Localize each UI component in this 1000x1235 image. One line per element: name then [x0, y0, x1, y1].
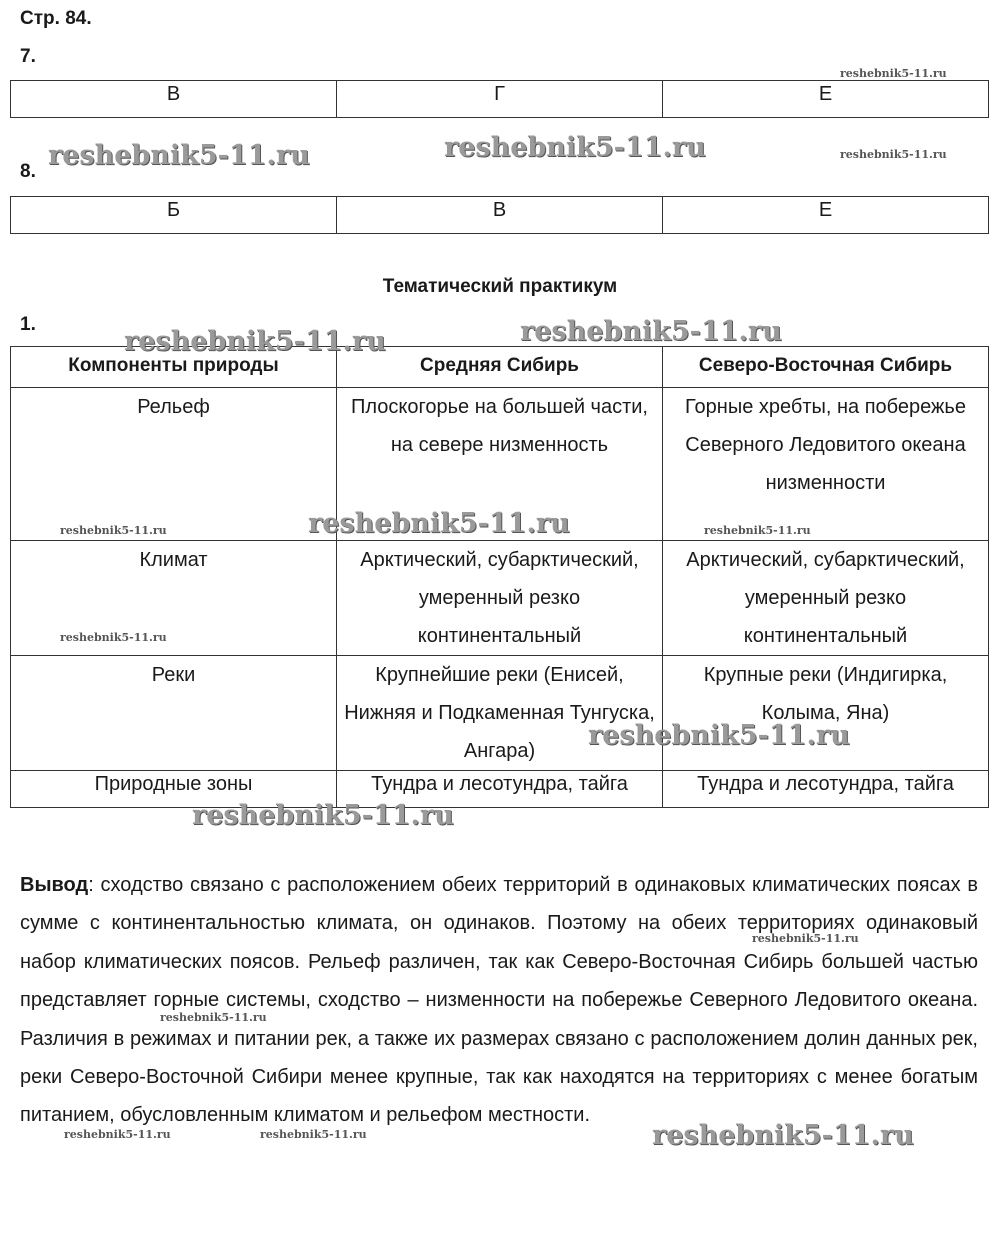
watermark: reshebnik5-11.ru	[704, 524, 811, 537]
section-title: Тематический практикум	[382, 276, 618, 297]
table-cell: Арктический, субарктический, умеренный резко континентальный	[337, 541, 663, 656]
table-cell: Горные хребты, на побережье Северного Ледовитого океана низменности	[663, 388, 989, 541]
task-7-answer-3: Е	[663, 81, 989, 118]
watermark: reshebnik5-11.ru	[124, 326, 386, 357]
table-cell: Климат	[11, 541, 337, 656]
page-header: Стр. 84.	[20, 8, 92, 29]
task-7-number: 7.	[20, 46, 36, 67]
task-8-table	[10, 196, 989, 234]
table-cell: Рельеф	[11, 388, 337, 541]
table-cell: Крупнейшие реки (Енисей, Нижняя и Подкаменная Тунгуска, Ангара)	[337, 656, 663, 771]
watermark: reshebnik5-11.ru	[840, 148, 947, 161]
watermark: reshebnik5-11.ru	[444, 132, 706, 163]
column-header: Средняя Сибирь	[337, 347, 663, 388]
conclusion-text: : сходство связано с расположением обеих территорий в одинаковых климатических поясах в сумме с континентальностью климата, он одинаков. Поэтому на обеих территориях одинаковый набор климатических поясов. Рельеф различен, так как Северо-Восточная Сибирь большей частью представляет горные системы, сходство – низменности на побережье Северного Ледовитого океана. Различия в режимах и питании рек, а также их размерах связано с расположением долин данных рек, реки Северо-Восточной Сибири менее крупные, так как находятся на территориях с менее богатым питанием, обусловленным климатом и рельефом местности.	[20, 874, 978, 1127]
table-cell: Арктический, субарктический, умеренный резко континентальный	[663, 541, 989, 656]
watermark: reshebnik5-11.ru	[652, 1120, 914, 1151]
table-cell: Крупные реки (Индигирка, Колыма, Яна)	[663, 656, 989, 771]
column-header: Северо-Восточная Сибирь	[663, 347, 989, 388]
watermark: reshebnik5-11.ru	[160, 1011, 267, 1024]
table-row	[11, 197, 989, 234]
watermark: reshebnik5-11.ru	[840, 67, 947, 80]
table-cell: Плоскогорье на большей части, на севере низменность	[337, 388, 663, 541]
task-7-answer-2: Г	[337, 81, 663, 118]
table-row	[11, 81, 989, 118]
table-row	[11, 656, 989, 771]
watermark: reshebnik5-11.ru	[520, 316, 782, 347]
table-row	[11, 771, 989, 808]
task-7-answer-1: В	[11, 81, 337, 118]
task-7-table	[10, 80, 989, 118]
table-cell: Тундра и лесотундра, тайга	[337, 771, 663, 808]
conclusion-paragraph	[20, 866, 978, 1135]
task-8-answer-1: Б	[11, 197, 337, 234]
task-1-number: 1.	[20, 314, 36, 335]
watermark: reshebnik5-11.ru	[588, 720, 850, 751]
task-8-number: 8.	[20, 161, 36, 182]
table-cell: Тундра и лесотундра, тайга	[663, 771, 989, 808]
watermark: reshebnik5-11.ru	[192, 800, 454, 831]
conclusion-label: Вывод	[20, 874, 89, 896]
watermark: reshebnik5-11.ru	[60, 631, 167, 644]
watermark: reshebnik5-11.ru	[752, 932, 859, 945]
column-header: Компоненты природы	[11, 347, 337, 388]
task-8-answer-2: В	[337, 197, 663, 234]
task-8-answer-3: Е	[663, 197, 989, 234]
watermark: reshebnik5-11.ru	[308, 508, 570, 539]
table-cell: Реки	[11, 656, 337, 771]
watermark: reshebnik5-11.ru	[60, 524, 167, 537]
watermark: reshebnik5-11.ru	[64, 1128, 171, 1141]
watermark: reshebnik5-11.ru	[260, 1128, 367, 1141]
watermark: reshebnik5-11.ru	[48, 140, 310, 171]
table-cell: Природные зоны	[11, 771, 337, 808]
